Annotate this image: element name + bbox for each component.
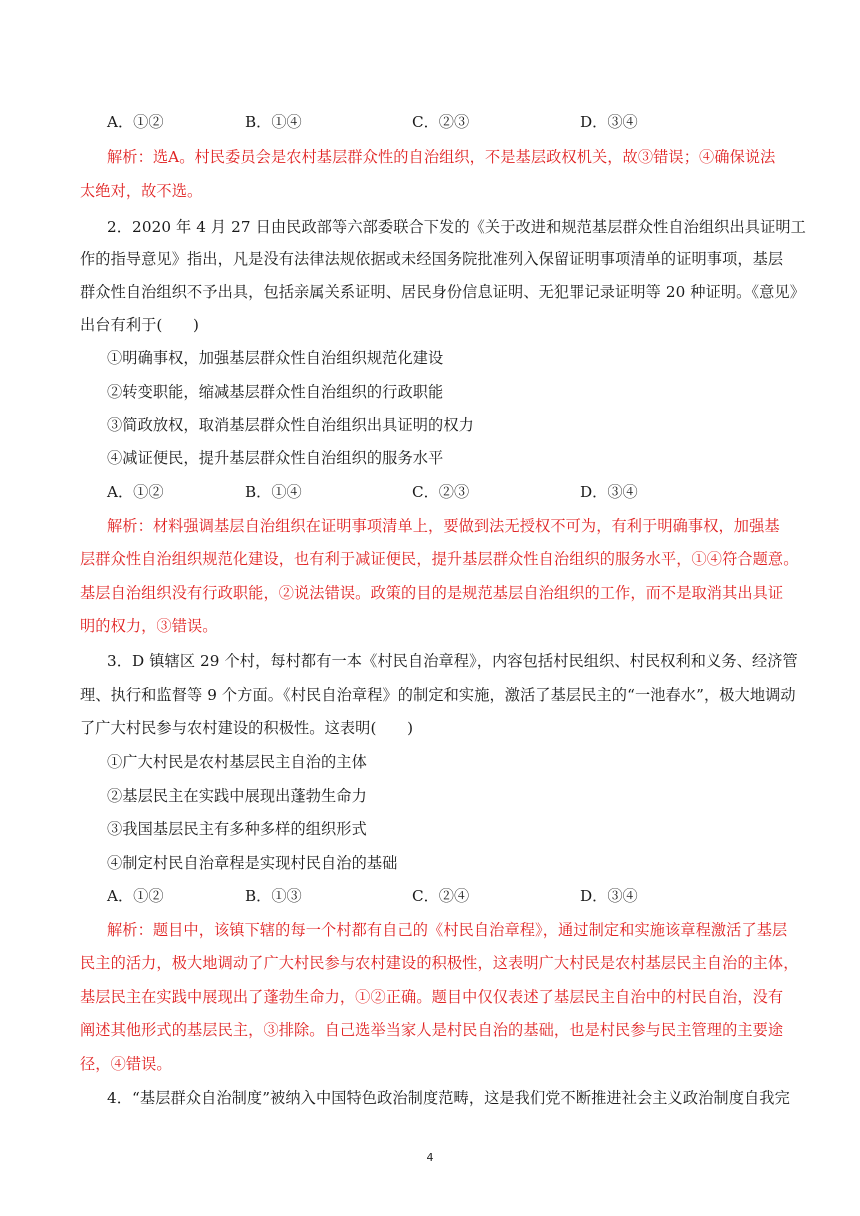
analysis-line: 解析：材料强调基层自治组织在证明事项清单上，要做到法无授权不可为，有利于明确事权，加强基 <box>107 517 780 535</box>
question-stem-line: 了广大村民参与农村建设的积极性。这表明( ) <box>80 719 414 737</box>
question-stem-line: 作的指导意见》指出，凡是没有法律法规依据或未经国务院批准列入保留证明事项清单的证明事项，基层 <box>80 250 784 268</box>
statement-item: ④制定村民自治章程是实现村民自治的基础 <box>107 854 398 872</box>
question-stem-line: 群众性自治组织不予出具，包括亲属关系证明、居民身份信息证明、无犯罪记录证明等 20 种证明。《意见》 <box>80 283 806 301</box>
analysis-line: 解析：题目中，该镇下辖的每一个村都有自己的《村民自治章程》，通过制定和实施该章程激活了基层 <box>107 921 788 939</box>
analysis-line: 太绝对，故不选。 <box>80 182 203 200</box>
analysis-line: 径，④错误。 <box>80 1055 172 1073</box>
option-b: B．①④ <box>245 483 302 501</box>
option-c: C．②④ <box>412 887 470 905</box>
question-stem-line: 3．D 镇辖区 29 个村，每村都有一本《村民自治章程》，内容包括村民组织、村民权利和义务、经济管 <box>107 652 798 670</box>
option-b: B．①③ <box>245 887 302 905</box>
option-d: D．③④ <box>580 483 638 501</box>
option-d: D．③④ <box>580 113 638 131</box>
statement-item: ②转变职能，缩减基层群众性自治组织的行政职能 <box>107 383 444 401</box>
option-b: B．①④ <box>245 113 302 131</box>
option-a: A．①② <box>107 483 164 501</box>
statement-item: ③简政放权，取消基层群众性自治组织出具证明的权力 <box>107 416 474 434</box>
analysis-line: 明的权力，③错误。 <box>80 617 218 635</box>
option-c: C．②③ <box>412 113 470 131</box>
statement-item: ①广大村民是农村基层民主自治的主体 <box>107 753 367 771</box>
page-number: 4 <box>426 1151 434 1164</box>
option-d: D．③④ <box>580 887 638 905</box>
analysis-line: 解析：选A。村民委员会是农村基层群众性的自治组织，不是基层政权机关，故③错误；④确保说法 <box>107 148 776 166</box>
question-stem-line: 4．“基层群众自治制度”被纳入中国特色政治制度范畴，这是我们党不断推进社会主义政治制度自我完 <box>107 1089 790 1107</box>
option-a: A．①② <box>107 887 164 905</box>
statement-item: ③我国基层民主有多种多样的组织形式 <box>107 820 367 838</box>
analysis-line: 层群众性自治组织规范化建设，也有利于减证便民，提升基层群众性自治组织的服务水平，①④符合题意。 <box>80 550 799 568</box>
question-stem-line: 理、执行和监督等 9 个方面。《村民自治章程》的制定和实施，激活了基层民主的“一池春水”，极大地调动 <box>80 686 796 704</box>
analysis-line: 阐述其他形式的基层民主，③排除。自己选举当家人是村民自治的基础，也是村民参与民主管理的主要途 <box>80 1021 784 1039</box>
statement-item: ②基层民主在实践中展现出蓬勃生命力 <box>107 787 367 805</box>
option-a: A．①② <box>107 113 164 131</box>
analysis-line: 民主的活力，极大地调动了广大村民参与农村建设的积极性，这表明广大村民是农村基层民主自治的主体， <box>80 954 799 972</box>
question-stem-line: 2．2020 年 4 月 27 日由民政部等六部委联合下发的《关于改进和规范基层群众性自治组织出具证明工 <box>107 218 806 236</box>
analysis-line: 基层自治组织没有行政职能，②说法错误。政策的目的是规范基层自治组织的工作，而不是取消其出具证 <box>80 584 784 602</box>
statement-item: ①明确事权，加强基层群众性自治组织规范化建设 <box>107 349 444 367</box>
analysis-line: 基层民主在实践中展现出了蓬勃生命力，①②正确。题目中仅仅表述了基层民主自治中的村民自治，没有 <box>80 988 784 1006</box>
statement-item: ④减证便民，提升基层群众性自治组织的服务水平 <box>107 449 444 467</box>
question-stem-line: 出台有利于( ) <box>80 316 200 334</box>
option-c: C．②③ <box>412 483 470 501</box>
